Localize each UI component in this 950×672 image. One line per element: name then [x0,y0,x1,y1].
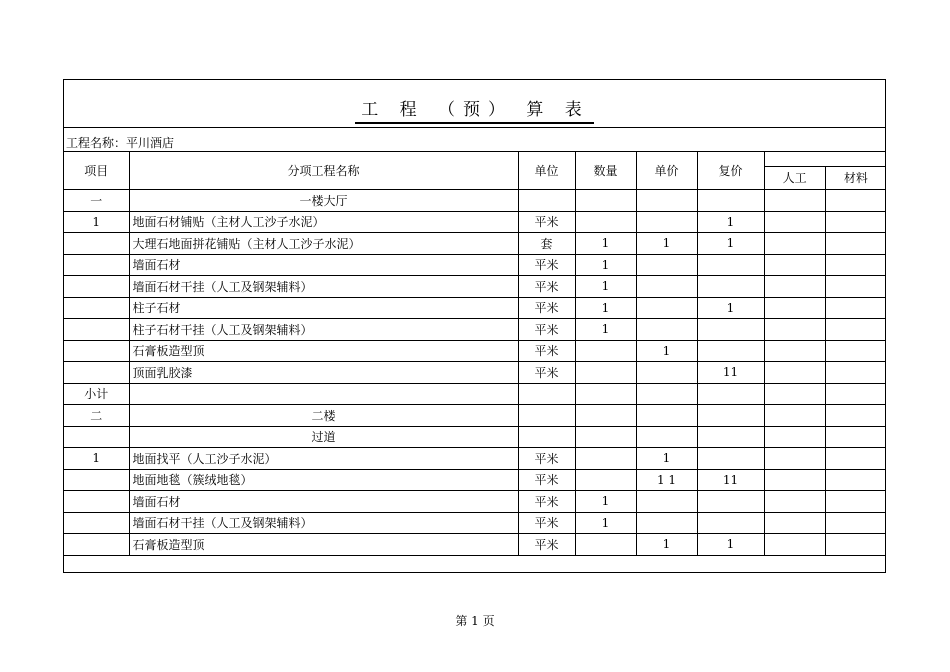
cell-total: 1 [697,534,764,556]
table-row [64,233,886,255]
cell-item [64,340,129,362]
estimate-table [64,152,886,556]
cell-item [64,426,129,448]
header-name: 分项工程名称 [129,152,518,190]
cell-name: 地面地毯（簇绒地毯） [129,469,518,491]
cell-price [636,405,697,427]
table-row [64,211,886,233]
cell-qty: 1 [575,319,636,341]
cell-qty [575,534,636,556]
cell-item [64,469,129,491]
cell-price [636,512,697,534]
table-row [64,512,886,534]
cell-labor [764,512,825,534]
table-row [64,426,886,448]
header-qty: 数量 [575,152,636,190]
cell-material [825,469,886,491]
cell-price [636,211,697,233]
cell-name: 柱子石材干挂（人工及钢架辅料） [129,319,518,341]
project-name-row [64,128,885,152]
cell-price: 1 1 [636,469,697,491]
cell-unit: 平米 [518,254,575,276]
header-price: 单价 [636,152,697,190]
project-name-label: 工程名称：平川酒店 [66,136,175,150]
cell-unit: 平米 [518,362,575,384]
cell-labor [764,362,825,384]
cell-price [636,276,697,298]
cell-material [825,405,886,427]
cell-price [636,383,697,405]
cell-unit [518,426,575,448]
cell-item [64,491,129,513]
cell-item [64,297,129,319]
cell-labor [764,319,825,341]
cell-labor [764,297,825,319]
cell-material [825,233,886,255]
header-total: 复价 [697,152,764,190]
cell-price [636,319,697,341]
cell-qty [575,190,636,212]
cell-unit: 平米 [518,491,575,513]
cell-labor [764,383,825,405]
cell-total: 11 [697,362,764,384]
cell-labor [764,534,825,556]
cell-total [697,426,764,448]
table-row [64,340,886,362]
cell-item: 小计 [64,383,129,405]
cell-price [636,297,697,319]
table-row [64,319,886,341]
cell-qty [575,340,636,362]
cell-qty: 1 [575,233,636,255]
cell-material [825,491,886,513]
cell-qty [575,448,636,470]
header-cost-breakdown [764,152,886,190]
cell-unit: 平米 [518,297,575,319]
cell-total [697,190,764,212]
header-material: 材料 [843,171,868,185]
cell-material [825,319,886,341]
cell-qty [575,469,636,491]
cell-total [697,340,764,362]
cell-total [697,405,764,427]
cell-material [825,448,886,470]
cell-total [697,512,764,534]
cell-item: 二 [64,405,129,427]
cell-item: 1 [64,448,129,470]
cell-name: 地面找平（人工沙子水泥） [129,448,518,470]
table-row [64,190,886,212]
cell-qty: 1 [575,297,636,319]
cell-total: 1 [697,233,764,255]
cell-total [697,319,764,341]
cell-qty: 1 [575,254,636,276]
cell-labor [764,211,825,233]
cell-name: 顶面乳胶漆 [129,362,518,384]
cell-unit [518,383,575,405]
cell-name: 地面石材铺贴（主材人工沙子水泥） [129,211,518,233]
sheet-title: 工 程 （预） 算 表 [64,95,885,120]
cell-item: 一 [64,190,129,212]
cell-price [636,254,697,276]
cell-qty [575,211,636,233]
cell-qty [575,405,636,427]
cell-labor [764,491,825,513]
cell-name: 墙面石材干挂（人工及钢架辅料） [129,512,518,534]
cell-material [825,211,886,233]
cell-labor [764,340,825,362]
table-row [64,405,886,427]
cell-material [825,534,886,556]
cell-total [697,448,764,470]
cell-name: 二楼 [129,405,518,427]
cell-name: 墙面石材 [129,254,518,276]
cell-unit: 平米 [518,448,575,470]
cell-material [825,383,886,405]
cell-price: 1 [636,534,697,556]
cell-unit: 平米 [518,534,575,556]
cell-price: 1 [636,233,697,255]
cell-item [64,319,129,341]
cell-material [825,362,886,384]
cell-name: 墙面石材干挂（人工及钢架辅料） [129,276,518,298]
cell-total: 11 [697,469,764,491]
cell-name: 墙面石材 [129,491,518,513]
cell-material [825,340,886,362]
cell-total [697,254,764,276]
cell-labor [764,405,825,427]
cell-unit: 平米 [518,469,575,491]
cell-total [697,276,764,298]
cell-total: 1 [697,297,764,319]
cell-unit: 平米 [518,512,575,534]
page-number: 第 1 页 [455,614,495,628]
cell-qty: 1 [575,491,636,513]
cell-price [636,362,697,384]
header-row [64,152,886,190]
cell-name: 过道 [129,426,518,448]
table-row [64,362,886,384]
table-row [64,276,886,298]
cell-name: 柱子石材 [129,297,518,319]
cell-material [825,512,886,534]
cell-price [636,190,697,212]
cell-qty: 1 [575,276,636,298]
cell-qty: 1 [575,512,636,534]
cell-unit: 平米 [518,211,575,233]
cell-unit [518,405,575,427]
header-unit: 单位 [518,152,575,190]
cell-item [64,254,129,276]
cell-total: 1 [697,211,764,233]
cell-unit: 套 [518,233,575,255]
table-row [64,534,886,556]
cell-item [64,276,129,298]
cell-unit: 平米 [518,276,575,298]
cell-name: 石膏板造型顶 [129,534,518,556]
table-row [64,448,886,470]
cell-qty [575,383,636,405]
estimate-sheet [63,79,886,573]
cell-total [697,383,764,405]
table-row [64,491,886,513]
cell-unit: 平米 [518,340,575,362]
cell-material [825,297,886,319]
cell-labor [764,448,825,470]
cell-item: 1 [64,211,129,233]
cell-item [64,362,129,384]
cell-material [825,276,886,298]
table-row [64,297,886,319]
header-item: 项目 [64,152,129,190]
table-row [64,383,886,405]
header-labor: 人工 [765,167,826,189]
cell-item [64,233,129,255]
cell-labor [764,469,825,491]
cell-name: 石膏板造型顶 [129,340,518,362]
cell-item [64,512,129,534]
cell-unit: 平米 [518,319,575,341]
cell-qty [575,426,636,448]
cell-name [129,383,518,405]
cell-price: 1 [636,448,697,470]
cell-price: 1 [636,340,697,362]
table-row [64,469,886,491]
cell-labor [764,426,825,448]
table-row [64,254,886,276]
cell-name: 大理石地面拼花铺贴（主材人工沙子水泥） [129,233,518,255]
cell-labor [764,276,825,298]
cell-price [636,491,697,513]
cell-total [697,491,764,513]
cell-qty [575,362,636,384]
cell-item [64,534,129,556]
cell-price [636,426,697,448]
cell-labor [764,254,825,276]
cell-name: 一楼大厅 [129,190,518,212]
cell-labor [764,190,825,212]
cell-unit [518,190,575,212]
cell-labor [764,233,825,255]
cell-material [825,426,886,448]
title-row [64,80,885,128]
cell-material [825,190,886,212]
cell-material [825,254,886,276]
